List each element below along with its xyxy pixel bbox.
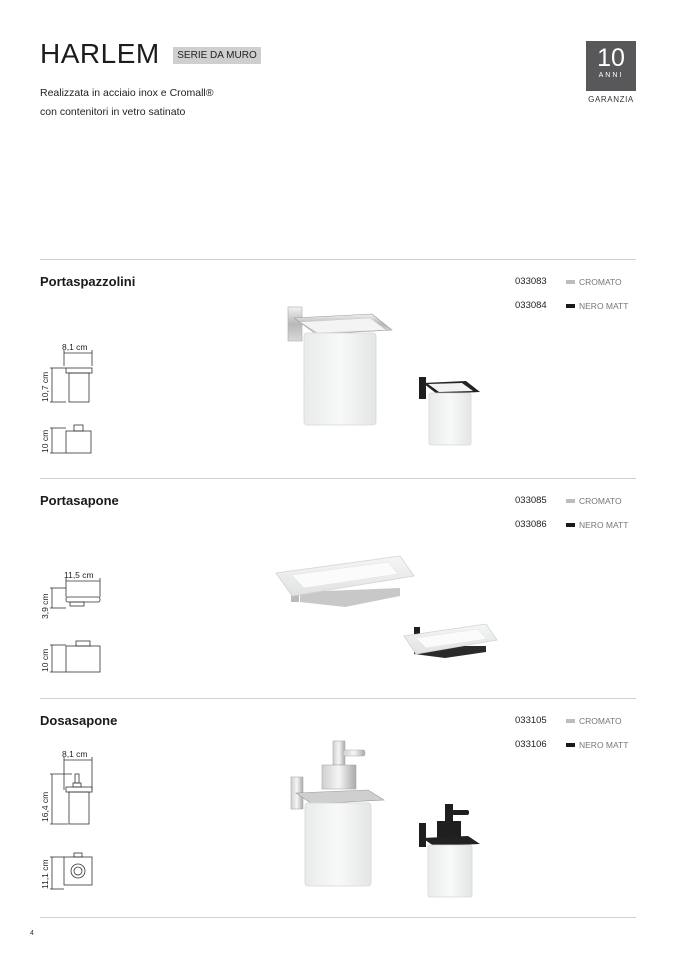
product-code-cromato: 033085 [515,495,547,506]
product-code-cromato: 033105 [515,715,547,726]
brand-title: HARLEM [40,38,160,69]
product-title-portaspazzolini: Portaspazzolini [40,274,136,289]
warranty-unit: ANNI [598,72,624,79]
finish-label-cromato: CROMATO [579,496,622,506]
subtitle-line-1: Realizzata in acciaio inox e Cromall® [40,87,214,99]
dimension-height: 16,4 cm [40,791,50,822]
product-code-nero: 033106 [515,739,547,750]
finish-label-cromato: CROMATO [579,716,622,726]
finish-label-nero: NERO MATT [579,301,629,311]
subtitle-line-2: con contenitori in vetro satinato [40,106,186,118]
product-title-portasapone: Portasapone [40,493,119,508]
finish-label-nero: NERO MATT [579,740,629,750]
dimension-width: 8,1 cm [62,749,88,759]
warranty-label: GARANZIA [588,95,634,104]
dimension-width: 11,5 cm [64,570,94,580]
page-number: 4 [30,930,34,937]
product-title-dosasapone: Dosasapone [40,713,118,728]
dimension-width: 8,1 cm [62,342,88,352]
dimension-depth: 10 cm [40,648,50,672]
dimension-depth: 10 cm [40,429,50,453]
product-code-cromato: 033083 [515,276,547,287]
finish-label-cromato: CROMATO [579,277,622,287]
series-badge: SERIE DA MURO [173,47,261,64]
dimension-height: 10,7 cm [40,371,50,402]
product-code-nero: 033086 [515,519,547,530]
product-code-nero: 033084 [515,300,547,311]
warranty-number: 10 [597,44,625,72]
footer-divider [40,917,636,918]
dimension-height: 3,9 cm [40,593,50,619]
dimension-depth: 11,1 cm [40,859,50,889]
finish-label-nero: NERO MATT [579,520,629,530]
